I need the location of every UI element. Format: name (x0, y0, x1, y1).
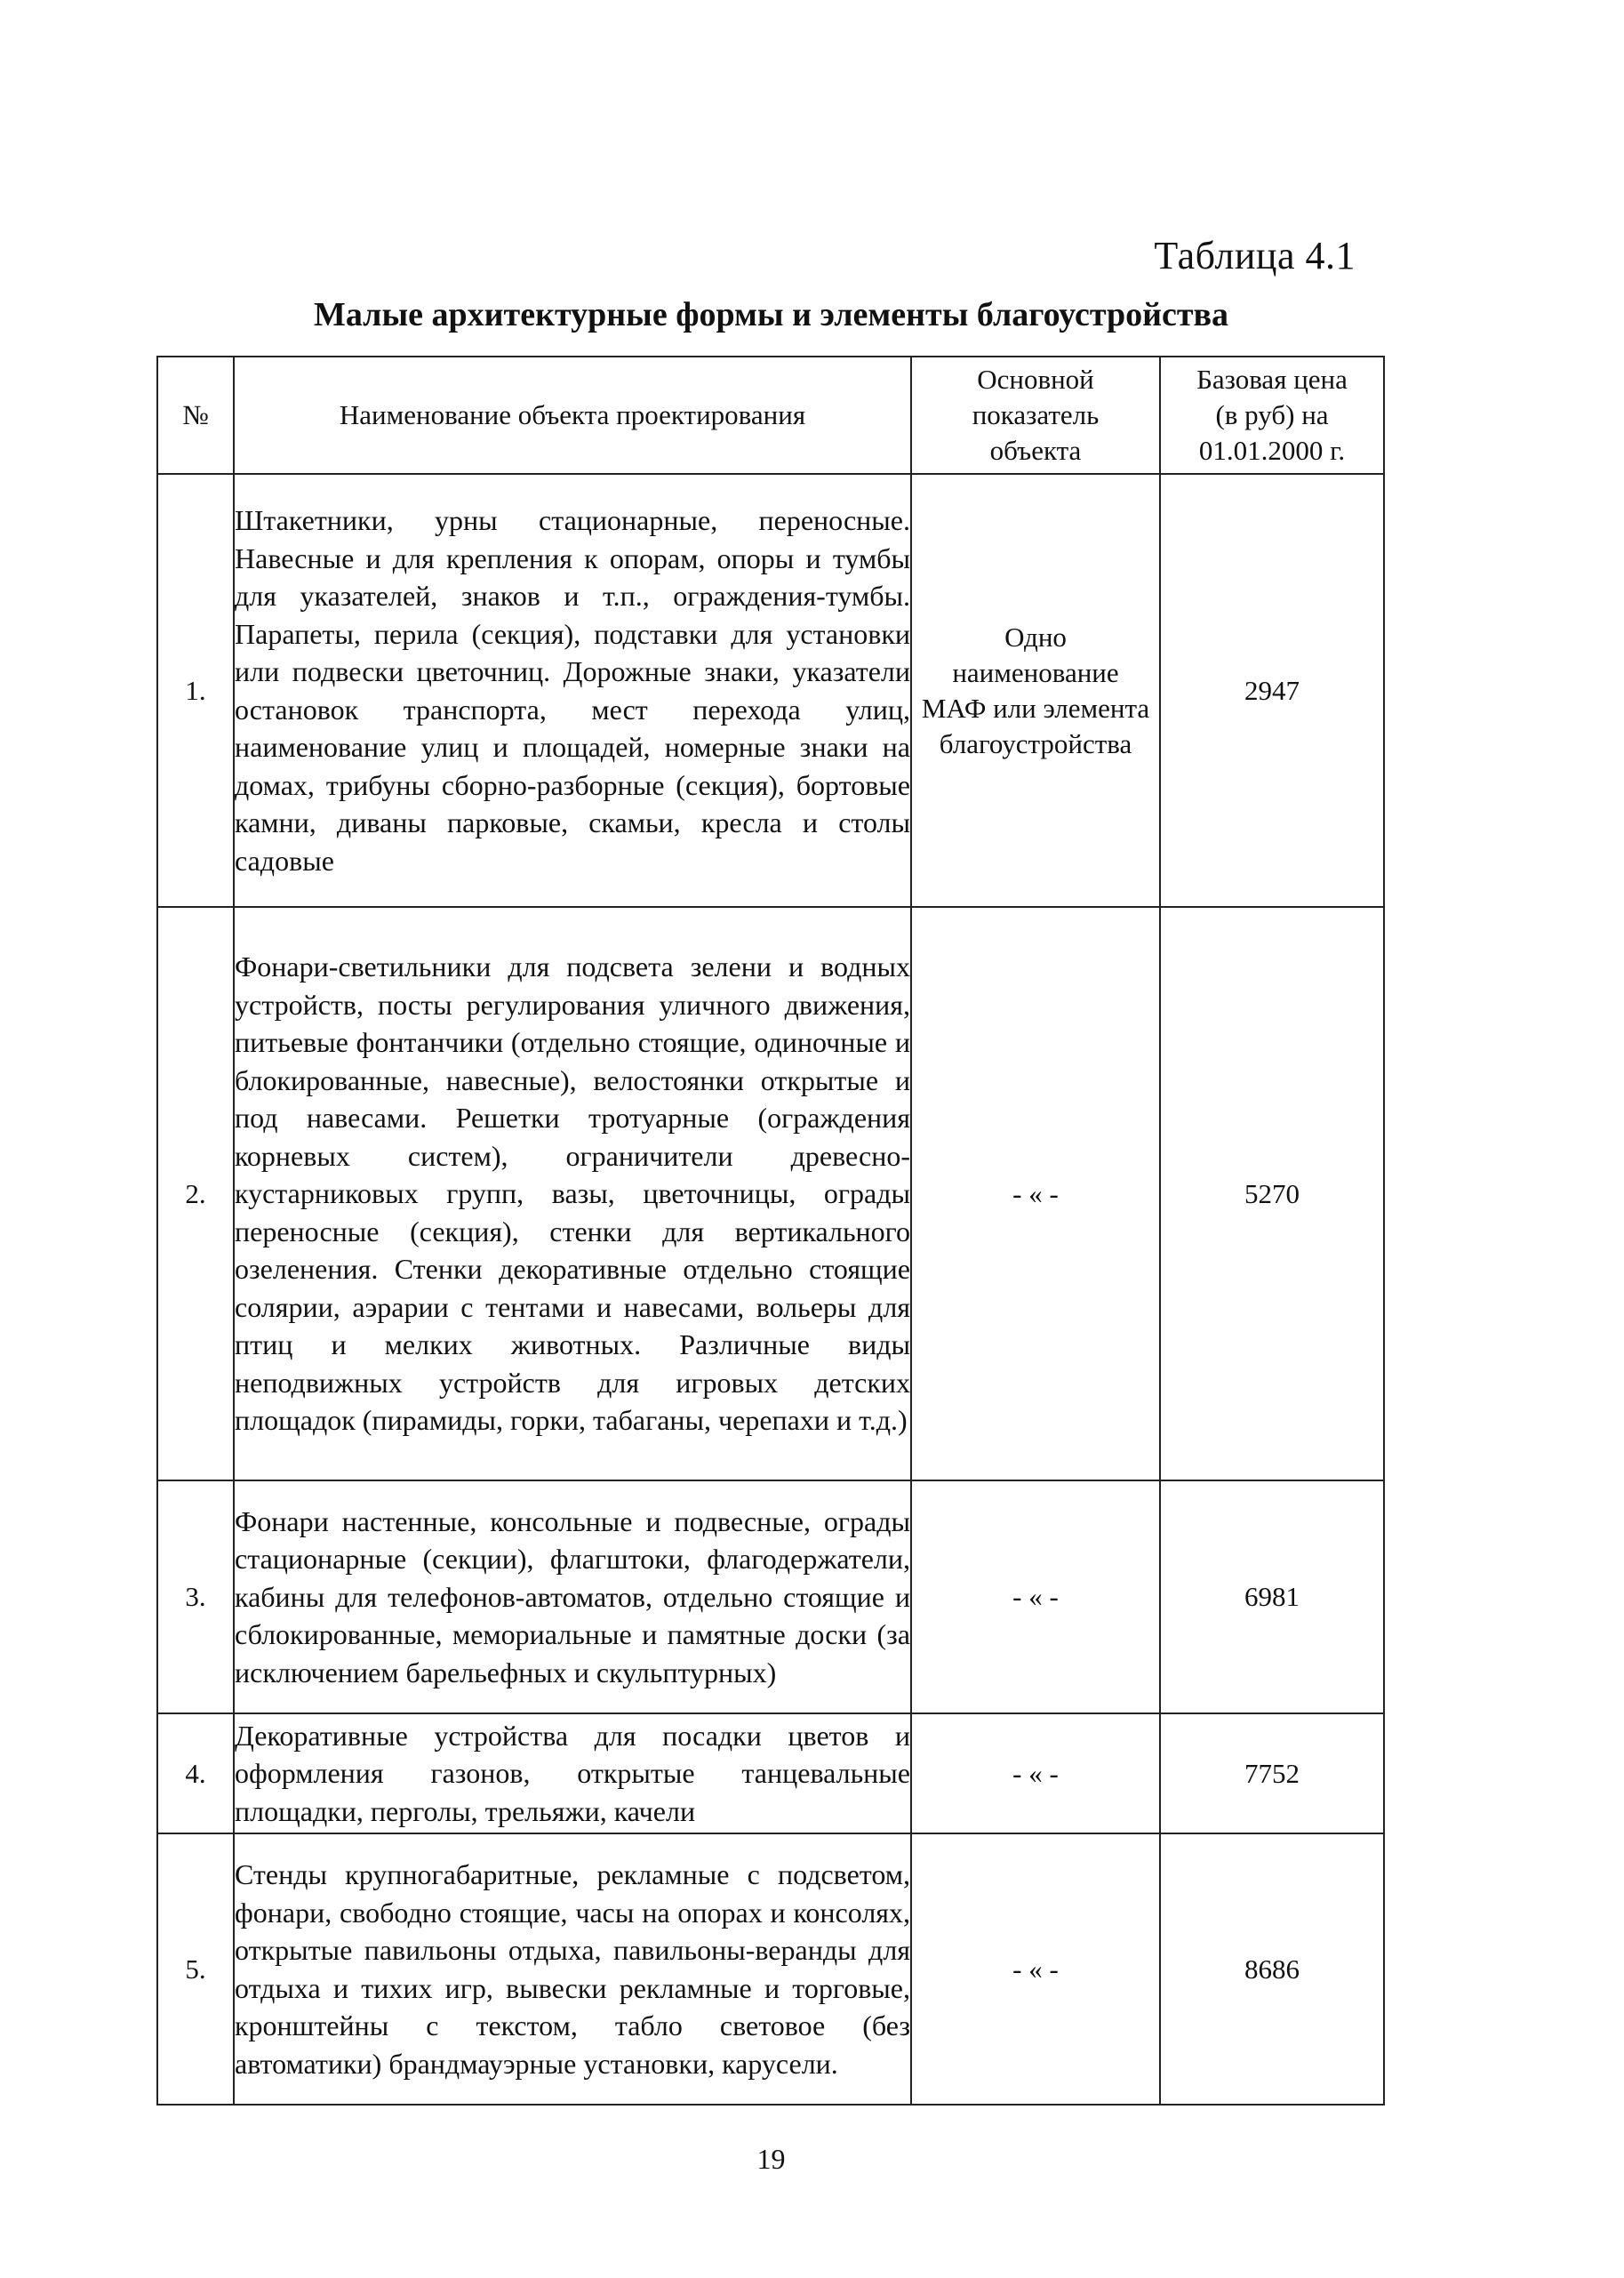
row-object-name: Фонари настенные, консольные и подвесные, ограды стационарные (секции), флагштоки, флагодержатели, кабины для телефонов-автоматов, отдельно стоящие и сблокированные, мемориальные и памятные доски (за исключением барельефных и скульптурных) (234, 1480, 911, 1713)
row-price: 8686 (1160, 1833, 1384, 2105)
table-row (157, 1480, 1384, 1713)
table-row (157, 474, 1384, 907)
column-header-number: № (157, 357, 234, 474)
row-object-name: Фонари-светильники для подсвета зелени и водных устройств, посты регулирования уличного движения, питьевые фонтанчики (отдельно стоящие, одиночные и блокированные, навесные), велостоянки открытые и под навесами. Решетки тротуарные (ограждения корневых систем), ограничители древесно-кустарниковых групп, вазы, цветочницы, ограды переносные (секция), стенки для вертикального озеленения. Стенки декоративные отдельно стоящие солярии, аэрарии с тентами и навесами, вольеры для птиц и мелких животных. Различные виды неподвижных устройств для игровых детских площадок (пирамиды, горки, табаганы, черепахи и т.д.) (234, 907, 911, 1480)
row-number: 3. (157, 1480, 234, 1713)
table-row (157, 1713, 1384, 1833)
page-number: 19 (756, 2143, 786, 2175)
column-header-price: Базовая цена (в руб) на 01.01.2000 г. (1160, 357, 1384, 474)
column-header-indicator: Основной показатель объекта (911, 357, 1160, 474)
row-indicator: - « - (911, 1833, 1160, 2105)
document-title: Малые архитектурные формы и элементы благоустройства (313, 296, 1229, 333)
row-number: 4. (157, 1713, 234, 1833)
row-number: 2. (157, 907, 234, 1480)
row-object-name: Стенды крупногабаритные, рекламные с подсветом, фонари, свободно стоящие, часы на опорах и консолях, открытые павильоны отдыха, павильоны-веранды для отдыха и тихих игр, вывески рекламные и торговые, кронштейны с текстом, табло световое (без автоматики) брандмауэрные установки, карусели. (234, 1833, 911, 2105)
table-row (157, 907, 1384, 1480)
row-price: 6981 (1160, 1480, 1384, 1713)
row-object-name: Декоративные устройства для посадки цветов и оформления газонов, открытые танцевальные площадки, перголы, трельяжи, качели (234, 1713, 911, 1833)
row-indicator: Одно наименование МАФ или элемента благоустройства (911, 474, 1160, 907)
row-indicator: - « - (911, 907, 1160, 1480)
row-price: 2947 (1160, 474, 1384, 907)
table-header-row (157, 357, 1384, 474)
row-number: 5. (157, 1833, 234, 2105)
row-price: 7752 (1160, 1713, 1384, 1833)
table-row (157, 1833, 1384, 2105)
objects-table (156, 356, 1385, 2106)
row-object-name: Штакетники, урны стационарные, переносные. Навесные и для крепления к опорам, опоры и тумбы для указателей, знаков и т.п., ограждения-тумбы. Парапеты, перила (секция), подставки для установки или подвески цветочниц. Дорожные знаки, указатели остановок транспорта, мест перехода улиц, наименование улиц и площадей, номерные знаки на домах, трибуны сборно-разборные (секция), бортовые камни, диваны парковые, скамьи, кресла и столы садовые (234, 474, 911, 907)
table-label: Таблица 4.1 (1154, 234, 1356, 277)
row-indicator: - « - (911, 1713, 1160, 1833)
column-header-name: Наименование объекта проектирования (234, 357, 911, 474)
row-indicator: - « - (911, 1480, 1160, 1713)
row-number: 1. (157, 474, 234, 907)
row-price: 5270 (1160, 907, 1384, 1480)
